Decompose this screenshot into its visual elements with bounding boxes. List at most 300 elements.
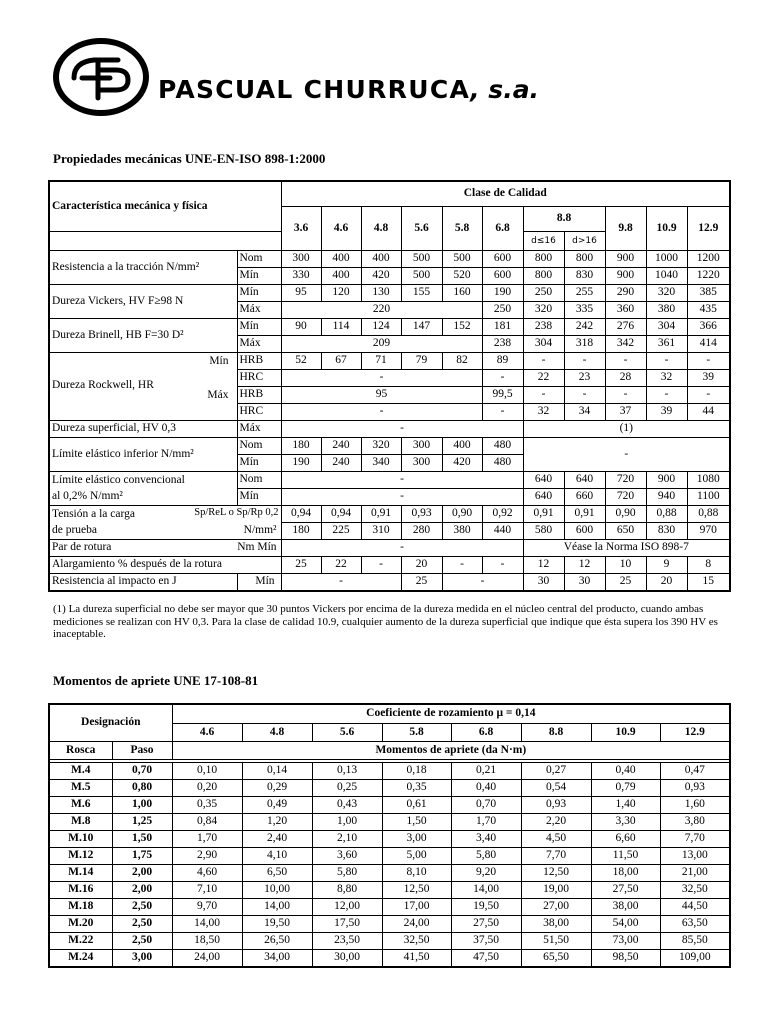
cell: -	[482, 370, 523, 387]
table-row	[49, 797, 730, 814]
cell: 361	[646, 336, 687, 353]
cell: -	[605, 353, 646, 370]
table-row	[49, 285, 730, 302]
torque-table	[48, 703, 731, 968]
cell: 8,80	[312, 882, 382, 899]
cell: 414	[687, 336, 730, 353]
class-12.9: 12.9	[687, 207, 730, 251]
cell: 1,00	[312, 814, 382, 831]
row-sublabel: Mín	[237, 319, 281, 336]
cell-merged: 209	[281, 336, 482, 353]
cell: 34,00	[242, 950, 312, 968]
cell: 26,50	[242, 933, 312, 950]
cell: 19,50	[242, 916, 312, 933]
cell: 17,00	[382, 899, 451, 916]
cell: 400	[321, 251, 361, 268]
footnote: (1) La dureza superficial no debe ser mayor que 30 puntos Vickers por encima de la dureza medida en el núcleo central del producto, cuando ambas mediciones se realizan con HV 0,3. Para la clase de calidad 10.9, cualquier aumento de la dureza superficial que indique que ésta supera los 390 HV es inaceptable.	[53, 603, 718, 640]
cell: -	[646, 353, 687, 370]
cell: 0,93	[401, 506, 442, 523]
paso-cell: 1,00	[112, 797, 172, 814]
cell: 32,50	[382, 933, 451, 950]
cell: 124	[361, 319, 401, 336]
cell: 304	[646, 319, 687, 336]
cell: 0,27	[521, 763, 591, 780]
cell: 0,93	[660, 780, 730, 797]
cell: 79	[401, 353, 442, 370]
row-label: Dureza Brinell, HB F=30 D²	[49, 319, 237, 353]
cell: 300	[401, 438, 442, 455]
cell: 22	[321, 557, 361, 574]
rosca-cell: M.24	[49, 950, 112, 968]
momentos-header: Momentos de apriete (da N·m)	[172, 742, 730, 760]
section-title-torque: Momentos de apriete UNE 17-108-81	[53, 673, 259, 688]
company-logo	[52, 36, 150, 118]
paso-cell: 0,70	[112, 763, 172, 780]
row-label: Resistencia al impacto en J	[49, 574, 237, 592]
cell: 32	[523, 404, 564, 421]
cell-merged: -	[281, 421, 523, 438]
cell: 385	[687, 285, 730, 302]
class-9.8: 9.8	[605, 207, 646, 251]
cell-merged: -	[442, 574, 523, 592]
cell: 640	[523, 472, 564, 489]
paso-cell: 1,25	[112, 814, 172, 831]
cell: 400	[321, 268, 361, 285]
cell: 500	[401, 268, 442, 285]
table-row	[49, 319, 730, 336]
cell: 99,5	[482, 387, 523, 404]
cell: 7,70	[660, 831, 730, 848]
row-sublabel: Nom	[237, 438, 281, 455]
table-row	[49, 916, 730, 933]
cell: 330	[281, 268, 321, 285]
cell: 109,00	[660, 950, 730, 968]
cell: 238	[523, 319, 564, 336]
cell: 0,90	[605, 506, 646, 523]
cell: 940	[646, 489, 687, 506]
class-4.8: 4.8	[361, 207, 401, 251]
table-row	[49, 251, 730, 268]
cell: 25	[281, 557, 321, 574]
tension-unit: Sp/ReL o Sp/Rp 0,2	[194, 507, 279, 518]
cell: 1,20	[242, 814, 312, 831]
cell: 380	[646, 302, 687, 319]
cell: 238	[482, 336, 523, 353]
cell: 24,00	[382, 916, 451, 933]
cell: 180	[281, 523, 321, 540]
cell: 18,00	[591, 865, 660, 882]
rosca-cell: M.4	[49, 763, 112, 780]
cell: 300	[401, 455, 442, 472]
par-unit: Nm Mín	[237, 541, 277, 553]
cell: 98,50	[591, 950, 660, 968]
table-row	[49, 523, 730, 540]
row-label: Límite elástico inferior N/mm²	[49, 438, 237, 472]
cell: 600	[482, 268, 523, 285]
row-sublabel: Mín	[237, 489, 281, 506]
cell: -	[564, 387, 605, 404]
class-header: Clase de Calidad	[281, 181, 730, 207]
cell: 290	[605, 285, 646, 302]
cell-merged: (1)	[523, 421, 730, 438]
cell: 2,40	[242, 831, 312, 848]
rosca-cell: M.5	[49, 780, 112, 797]
cell: 15	[687, 574, 730, 592]
tension-unit-2: N/mm²	[243, 523, 277, 536]
cell: 0,88	[687, 506, 730, 523]
cell-merged: -	[523, 438, 730, 472]
paso-cell: 2,00	[112, 882, 172, 899]
cell: 0,93	[521, 797, 591, 814]
cell: 420	[361, 268, 401, 285]
cell: 7,70	[521, 848, 591, 865]
cell: 0,84	[172, 814, 242, 831]
cell: 342	[605, 336, 646, 353]
cell: 47,50	[451, 950, 521, 968]
cell: 4,60	[172, 865, 242, 882]
cell: 225	[321, 523, 361, 540]
cell: 500	[401, 251, 442, 268]
rosca-cell: M.14	[49, 865, 112, 882]
cell: 12,50	[521, 865, 591, 882]
cell: 8	[687, 557, 730, 574]
cell: 1,60	[660, 797, 730, 814]
cell: 318	[564, 336, 605, 353]
cell: 0,18	[382, 763, 451, 780]
cell: 3,60	[312, 848, 382, 865]
cell: 17,50	[312, 916, 382, 933]
grade-5.6: 5.6	[312, 724, 382, 742]
cell: 830	[646, 523, 687, 540]
table-row	[49, 899, 730, 916]
cell: 32	[646, 370, 687, 387]
cell: 4,10	[242, 848, 312, 865]
row-sublabel: Máx	[237, 302, 281, 319]
cell: 22	[523, 370, 564, 387]
cell: 304	[523, 336, 564, 353]
section-title-properties: Propiedades mecánicas UNE-EN-ISO 898-1:2000	[53, 151, 326, 166]
cell: 250	[482, 302, 523, 319]
cell: 38,00	[591, 899, 660, 916]
cell-merged: 95	[281, 387, 482, 404]
cell: 30,00	[312, 950, 382, 968]
cell-merged: -	[281, 574, 401, 592]
tension-label-2: de prueba	[52, 524, 98, 536]
cell: 82	[442, 353, 482, 370]
cell: -	[687, 387, 730, 404]
par-label: Par de rotura	[52, 541, 112, 554]
cell: 28	[605, 370, 646, 387]
cell: 12	[523, 557, 564, 574]
table-row	[49, 438, 730, 455]
grade-4.6: 4.6	[172, 724, 242, 742]
table-row	[49, 574, 730, 592]
cell: 830	[564, 268, 605, 285]
row-label	[49, 540, 281, 557]
row-label: Alargamiento % después de la rotura	[49, 557, 281, 574]
row-sublabel: Máx	[237, 336, 281, 353]
cell: 0,43	[312, 797, 382, 814]
cell: 90	[281, 319, 321, 336]
cell: 2,20	[521, 814, 591, 831]
brand-name: PASCUAL CHURRUCA, s.a.	[158, 75, 540, 104]
row-sublabel: Mín	[237, 285, 281, 302]
cell: 650	[605, 523, 646, 540]
cell: 6,50	[242, 865, 312, 882]
cell: 25	[401, 574, 442, 592]
cell: 30	[523, 574, 564, 592]
cell: 720	[605, 472, 646, 489]
table-row	[49, 489, 730, 506]
row-label: Dureza Vickers, HV F≥98 N	[49, 285, 237, 319]
cell: 640	[564, 472, 605, 489]
cell: 1080	[687, 472, 730, 489]
cell: 1,40	[591, 797, 660, 814]
rosca-cell: M.8	[49, 814, 112, 831]
cell: 900	[605, 268, 646, 285]
cell-merged: -	[281, 540, 523, 557]
table-row	[49, 353, 730, 370]
cell: 640	[523, 489, 564, 506]
cell: 20	[401, 557, 442, 574]
cell: 23,50	[312, 933, 382, 950]
cell: 0,13	[312, 763, 382, 780]
cell: 130	[361, 285, 401, 302]
cell: 44	[687, 404, 730, 421]
cell: 0,91	[564, 506, 605, 523]
table-row	[49, 848, 730, 865]
cell: 480	[482, 455, 523, 472]
row-sublabel: Mín	[237, 455, 281, 472]
cell: 27,50	[451, 916, 521, 933]
row-sublabel: HRB	[237, 353, 281, 370]
cell: 155	[401, 285, 442, 302]
cell: 32,50	[660, 882, 730, 899]
cell: 7,10	[172, 882, 242, 899]
paso-cell: 1,50	[112, 831, 172, 848]
rosca-cell: M.22	[49, 933, 112, 950]
cell: 190	[482, 285, 523, 302]
cell: 276	[605, 319, 646, 336]
cell: 300	[281, 251, 321, 268]
cell: -	[605, 387, 646, 404]
cell: 0,70	[451, 797, 521, 814]
cell: 10	[605, 557, 646, 574]
cell: 240	[321, 438, 361, 455]
row-label	[49, 506, 281, 523]
cell: 320	[361, 438, 401, 455]
paso-cell: 1,75	[112, 848, 172, 865]
cell: 30	[564, 574, 605, 592]
row-sublabel: Máx	[237, 421, 281, 438]
row-sublabel: Mín	[237, 574, 281, 592]
cell: 114	[321, 319, 361, 336]
table-row	[49, 814, 730, 831]
cell: 27,00	[521, 899, 591, 916]
cell: -	[482, 404, 523, 421]
cell: 440	[482, 523, 523, 540]
cell: 89	[482, 353, 523, 370]
cell: 0,94	[321, 506, 361, 523]
cell: -	[361, 557, 401, 574]
grade-8.8: 8.8	[521, 724, 591, 742]
cell: 0,90	[442, 506, 482, 523]
table-row	[49, 933, 730, 950]
cell: 0,94	[281, 506, 321, 523]
class-5.6: 5.6	[401, 207, 442, 251]
cell: 12,50	[382, 882, 451, 899]
cell: 63,50	[660, 916, 730, 933]
cell: 340	[361, 455, 401, 472]
row-label: Dureza superficial, HV 0,3	[49, 421, 237, 438]
cell: 0,92	[482, 506, 523, 523]
row-sublabel: HRC	[237, 404, 281, 421]
cell: 800	[564, 251, 605, 268]
paso-cell: 0,80	[112, 780, 172, 797]
cell: 73,00	[591, 933, 660, 950]
cell: 120	[321, 285, 361, 302]
cell: 18,50	[172, 933, 242, 950]
cell-merged: -	[281, 404, 482, 421]
cell: 190	[281, 455, 321, 472]
cell: 38,00	[521, 916, 591, 933]
class-4.6: 4.6	[321, 207, 361, 251]
cell: 400	[442, 438, 482, 455]
cell: 0,91	[523, 506, 564, 523]
cell: -	[523, 387, 564, 404]
cell: 1,70	[451, 814, 521, 831]
cell: 65,50	[521, 950, 591, 968]
grade-12.9: 12.9	[660, 724, 730, 742]
cell: 600	[482, 251, 523, 268]
cell: 1200	[687, 251, 730, 268]
class-10.9: 10.9	[646, 207, 687, 251]
paso-cell: 3,00	[112, 950, 172, 968]
cell: 51,50	[521, 933, 591, 950]
cell: 4,50	[521, 831, 591, 848]
row-label	[49, 523, 281, 540]
table-row	[49, 763, 730, 780]
cell: 360	[605, 302, 646, 319]
cell: 20	[646, 574, 687, 592]
cell: 970	[687, 523, 730, 540]
table-row	[49, 882, 730, 899]
row-label: Resistencia a la tracción N/mm²	[49, 251, 237, 285]
brand-suffix: , s.a.	[470, 75, 540, 104]
cell: 2,10	[312, 831, 382, 848]
cell: 37	[605, 404, 646, 421]
rosca-cell: M.20	[49, 916, 112, 933]
coef-header: Coeficiente de rozamiento μ = 0,14	[172, 704, 730, 724]
cell: 0,40	[451, 780, 521, 797]
class-3.6: 3.6	[281, 207, 321, 251]
grade-6.8: 6.8	[451, 724, 521, 742]
cell: 52	[281, 353, 321, 370]
rosca-cell: M.18	[49, 899, 112, 916]
cell: 600	[564, 523, 605, 540]
paso-cell: 2,50	[112, 933, 172, 950]
cell: 85,50	[660, 933, 730, 950]
cell: 5,00	[382, 848, 451, 865]
cell: 39	[687, 370, 730, 387]
cell: 6,60	[591, 831, 660, 848]
cell: 1,50	[382, 814, 451, 831]
cell: 24,00	[172, 950, 242, 968]
cell: 800	[523, 268, 564, 285]
row-sublabel: HRC	[237, 370, 281, 387]
cell: -	[523, 353, 564, 370]
cell: 181	[482, 319, 523, 336]
row-sublabel: Nom	[237, 472, 281, 489]
cell: 19,50	[451, 899, 521, 916]
table-row	[49, 540, 730, 557]
cell: 71	[361, 353, 401, 370]
cell: 23	[564, 370, 605, 387]
cell: 3,80	[660, 814, 730, 831]
cell: 0,10	[172, 763, 242, 780]
cell: 152	[442, 319, 482, 336]
cell: 240	[321, 455, 361, 472]
cell: 400	[361, 251, 401, 268]
cell: 3,40	[451, 831, 521, 848]
table-row	[49, 506, 730, 523]
cell: 21,00	[660, 865, 730, 882]
char-header-spacer	[49, 232, 281, 251]
cell: 800	[523, 251, 564, 268]
cell: 11,50	[591, 848, 660, 865]
cell: 0,21	[451, 763, 521, 780]
cell: 14,00	[451, 882, 521, 899]
paso-header: Paso	[112, 742, 172, 760]
paso-cell: 2,50	[112, 916, 172, 933]
cell: 10,00	[242, 882, 312, 899]
cell: 580	[523, 523, 564, 540]
sub-d-le-16: d≤16	[523, 232, 564, 251]
rockwell-label: Dureza Rockwell, HR	[52, 379, 154, 391]
grade-4.8: 4.8	[242, 724, 312, 742]
cell: 720	[605, 489, 646, 506]
table-row	[49, 831, 730, 848]
cell: 0,61	[382, 797, 451, 814]
row-label: Límite elástico convencional	[49, 472, 237, 489]
rosca-cell: M.10	[49, 831, 112, 848]
cell: 500	[442, 251, 482, 268]
cell: 1,70	[172, 831, 242, 848]
cell-merged: -	[281, 489, 523, 506]
cell: 0,91	[361, 506, 401, 523]
cell: 1100	[687, 489, 730, 506]
cell: 0,54	[521, 780, 591, 797]
table-row	[49, 950, 730, 968]
cell: 380	[442, 523, 482, 540]
rockwell-max-label: Máx	[207, 389, 229, 401]
cell: 67	[321, 353, 361, 370]
designacion-header: Designación	[49, 704, 172, 742]
cell-merged: -	[281, 472, 523, 489]
cell: 180	[281, 438, 321, 455]
cell: 310	[361, 523, 401, 540]
cell: 34	[564, 404, 605, 421]
cell: -	[564, 353, 605, 370]
cell: 280	[401, 523, 442, 540]
cell: 1220	[687, 268, 730, 285]
cell: 147	[401, 319, 442, 336]
cell: 9	[646, 557, 687, 574]
tension-label: Tensión a la carga	[52, 507, 135, 520]
cell: 54,00	[591, 916, 660, 933]
cell: 39	[646, 404, 687, 421]
cell: 520	[442, 268, 482, 285]
